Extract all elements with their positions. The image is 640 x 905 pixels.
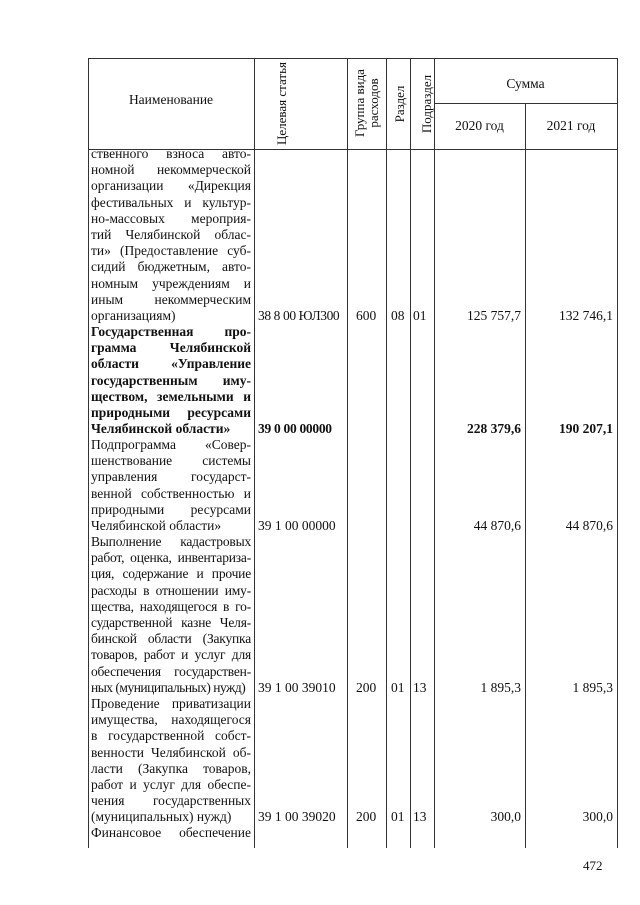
col-border: [88, 58, 89, 848]
row-name: Проведение приватизации имущества, находящегося в государственной собст- венности Челябинской об- ласти (Закупка товаров, работ и услуг для обеспе- чения государственных (муниципальных) нужд): [91, 696, 251, 825]
row-code: 39 1 00 39010: [258, 680, 336, 695]
row-sum-2020: 300,0: [490, 809, 521, 824]
row-group: 200: [356, 809, 377, 824]
row-name: ственного взноса авто- номной некоммерческой организации «Дирекция фестивальных и культур- но-массовых мероприя- тий Челябинской облас- ти» (Предоставление суб- сидий бюджетным, авто- номным учреждениям и иным некоммерческим организациям): [91, 146, 251, 324]
header-year-2021: 2021 год: [546, 118, 596, 133]
row-subsection: 13: [413, 680, 427, 695]
row-code: 39 1 00 00000: [258, 518, 336, 533]
row-section: 01: [391, 809, 405, 824]
row-sum-2020: 125 757,7: [467, 308, 521, 323]
page-number: 472: [583, 858, 603, 873]
row-section: 01: [391, 680, 405, 695]
col-border: [434, 58, 435, 848]
header-expense-group: Группа вида расходов: [352, 69, 381, 137]
col-border: [617, 58, 618, 848]
row-name: Выполнение кадастровых работ, оценка, инвентариза- ция, содержание и прочие расходы в отношении иму- щества, находящегося в го- сударственной казне Челя- бинской области (Закупка товаров, работ и услуг для обеспечения государствен- ных (муниципальных) нужд): [91, 534, 251, 695]
col-border: [386, 58, 387, 848]
col-border: [254, 58, 255, 848]
row-sum-2020: 1 895,3: [480, 680, 521, 695]
row-code: 38 8 00 ЮЛ300: [258, 308, 340, 323]
col-border: [525, 103, 526, 848]
row-sum-2021: 190 207,1: [559, 421, 613, 436]
row-group: 200: [356, 680, 377, 695]
header-target-article: Целевая статья: [274, 61, 289, 145]
header-sum: Сумма: [506, 76, 545, 91]
table-top-border: [88, 58, 617, 59]
row-section: 08: [391, 308, 405, 323]
row-group: 600: [356, 308, 377, 323]
row-sum-2021: 132 746,1: [559, 308, 613, 323]
row-subsection: 13: [413, 809, 427, 824]
row-code: 39 1 00 39020: [258, 809, 336, 824]
row-subsection: 01: [413, 308, 427, 323]
row-sum-2021: 300,0: [582, 809, 613, 824]
header-section: Раздел: [392, 85, 407, 123]
col-border: [410, 58, 411, 848]
row-code: 39 0 00 00000: [258, 421, 332, 436]
col-border: [347, 58, 348, 848]
row-name: Подпрограмма «Совер- шенствование системы управления государст- венной собственностью и природными ресурсами Челябинской области»: [91, 437, 251, 534]
header-year-2020: 2020 год: [455, 118, 504, 133]
row-sum-2020: 228 379,6: [467, 421, 521, 436]
header-name: Наименование: [128, 92, 214, 107]
header-subsection: Подраздел: [419, 74, 434, 134]
row-name: Государственная про- грамма Челябинской области «Управление государственным иму- ществом, земельными и природными ресурсами Челябинской области»: [91, 324, 251, 437]
row-sum-2020: 44 870,6: [473, 518, 521, 533]
row-name: Финансовое обеспечение: [91, 825, 251, 840]
row-sum-2021: 44 870,6: [565, 518, 613, 533]
row-sum-2021: 1 895,3: [572, 680, 613, 695]
